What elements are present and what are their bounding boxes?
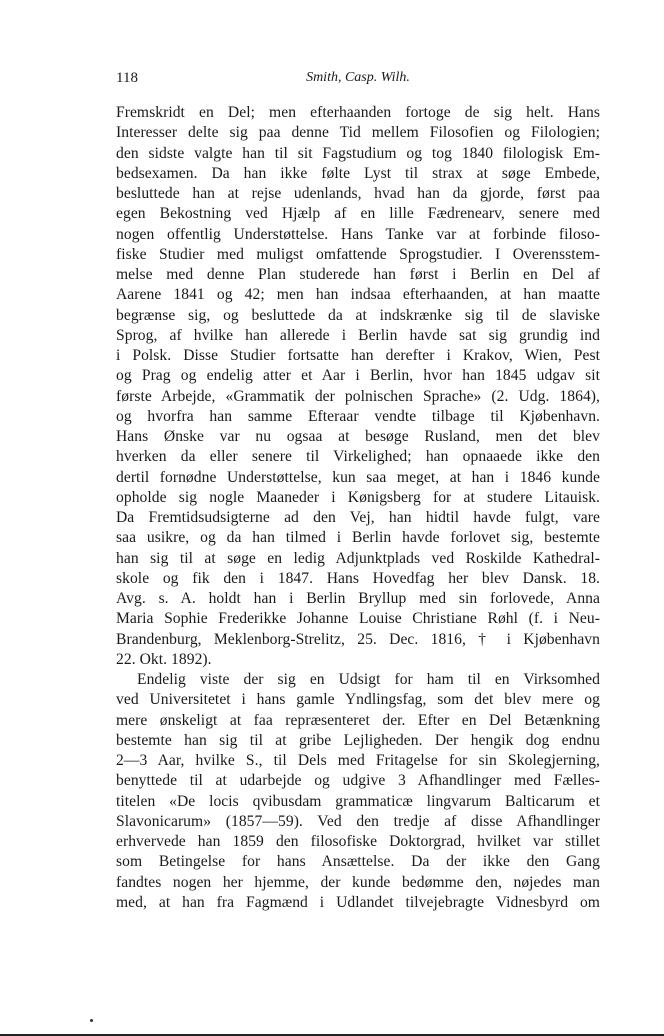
body-text — [116, 103, 600, 913]
text-line: fiske Studier med muligst omfattende Sprogstudier. I Overensstem- — [116, 245, 600, 263]
text-line: egen Bekostning ved Hjælp af en lille Fædrenearv, senere med — [116, 205, 600, 223]
text-line: ved Universitetet i hans gamle Yndlingsfag, som det blev mere og — [116, 691, 600, 709]
text-line: bestemte han sig til at gribe Lejligheden. Der hengik dog endnu — [116, 731, 600, 749]
text-line: som Betingelse for hans Ansættelse. Da der ikke den Gang — [116, 853, 600, 871]
text-line: og hvorfra han samme Efteraar vendte tilbage til Kjøbenhavn. — [116, 407, 600, 425]
text-line: Interesser delte sig paa denne Tid mellem Filosofien og Filologien; — [116, 124, 600, 142]
text-line: melse med denne Plan studerede han først i Berlin en Del af — [116, 266, 600, 283]
text-line: første Arbejde, «Grammatik der polnischen Sprache» (2. Udg. 1864), — [116, 387, 600, 405]
text-line: mere ønskeligt at faa repræsenteret der. Efter en Del Betænkning — [116, 711, 600, 729]
text-line: Maria Sophie Frederikke Johanne Louise Christiane Røhl (f. i Neu- — [116, 610, 600, 628]
scan-speck — [90, 1019, 93, 1022]
text-line: fandtes nogen her hjemme, der kunde bedømme den, nøjedes man — [116, 873, 600, 891]
text-line: nogen offentlig Understøttelse. Hans Tanke var at forbinde filoso- — [116, 225, 600, 243]
text-line: Slavonicarum» (1857—59). Ved den tredje af disse Afhandlinger — [116, 812, 600, 830]
text-line: Aarene 1841 og 42; men han indsaa efterhaanden, at han maatte — [116, 286, 600, 304]
text-line: Brandenburg, Meklenborg-Strelitz, 25. Dec. 1816, † i Kjøbenhavn — [116, 630, 600, 648]
page-header — [116, 70, 600, 90]
text-line: bedsexamen. Da han ikke følte Lyst til strax at søge Embede, — [116, 164, 600, 182]
text-line: benyttede til at udarbejde og udgive 3 Afhandlinger med Fælles- — [116, 772, 600, 790]
text-line: Fremskridt en Del; men efterhaanden fortoge de sig helt. Hans — [116, 104, 600, 121]
text-line: Hans Ønske var nu ogsaa at besøge Rusland, men det blev — [116, 428, 600, 445]
text-line: med, at han fra Fagmænd i Udlandet tilvejebragte Vidnesbyrd om — [116, 893, 600, 911]
text-line: den sidste valgte han til sit Fagstudium og tog 1840 filologisk Em- — [116, 144, 600, 162]
text-line: 2—3 Aar, hvilke S., til Dels med Fritagelse for sin Skolegjerning, — [116, 752, 600, 769]
text-line: Avg. s. A. holdt han i Berlin Bryllup med sin forlovede, Anna — [116, 590, 600, 607]
text-line: besluttede han at rejse udenlands, hvad han da gjorde, først paa — [116, 185, 600, 202]
text-line: og Prag og endelig atter et Aar i Berlin, hvor han 1845 udgav sit — [116, 367, 600, 385]
text-line: i Polsk. Disse Studier fortsatte han derefter i Krakov, Wien, Pest — [116, 347, 600, 364]
text-line: han sig til at søge en ledig Adjunktplads ved Roskilde Kathedral- — [116, 549, 600, 567]
text-line: hverken da eller senere til Virkelighed; han opnaaede ikke den — [116, 448, 600, 466]
text-line: Endelig viste der sig en Udsigt for ham til en Virksomhed — [137, 671, 600, 688]
text-line: titelen «De locis qvibusdam grammaticæ lingvarum Balticarum et — [116, 792, 600, 810]
page-number: 118 — [116, 70, 138, 86]
text-line: saa usikre, og da han tilmed i Berlin havde forlovet sig, bestemte — [116, 529, 600, 547]
text-line: opholde sig nogle Maaneder i Kønigsberg for at studere Litauisk. — [116, 488, 600, 506]
text-line: begrænse sig, og besluttede da at indskrænke sig til de slaviske — [116, 306, 600, 324]
text-line: 22. Okt. 1892). — [116, 650, 212, 668]
running-head: Smith, Casp. Wilh. — [306, 70, 410, 85]
text-line: erhvervede han 1859 den filosofiske Doktorgrad, hvilket var stillet — [116, 833, 600, 850]
text-line: Sprog, af hvilke han allerede i Berlin havde sat sig grundig ind — [116, 326, 600, 344]
text-line: skole og fik den i 1847. Hans Hovedfag her blev Dansk. 18. — [116, 569, 600, 587]
text-line: dertil fornødne Understøttelse, kun saa meget, at han i 1846 kunde — [116, 468, 600, 486]
text-line: Da Fremtidsudsigterne ad den Vej, han hidtil havde fulgt, vare — [116, 509, 600, 526]
